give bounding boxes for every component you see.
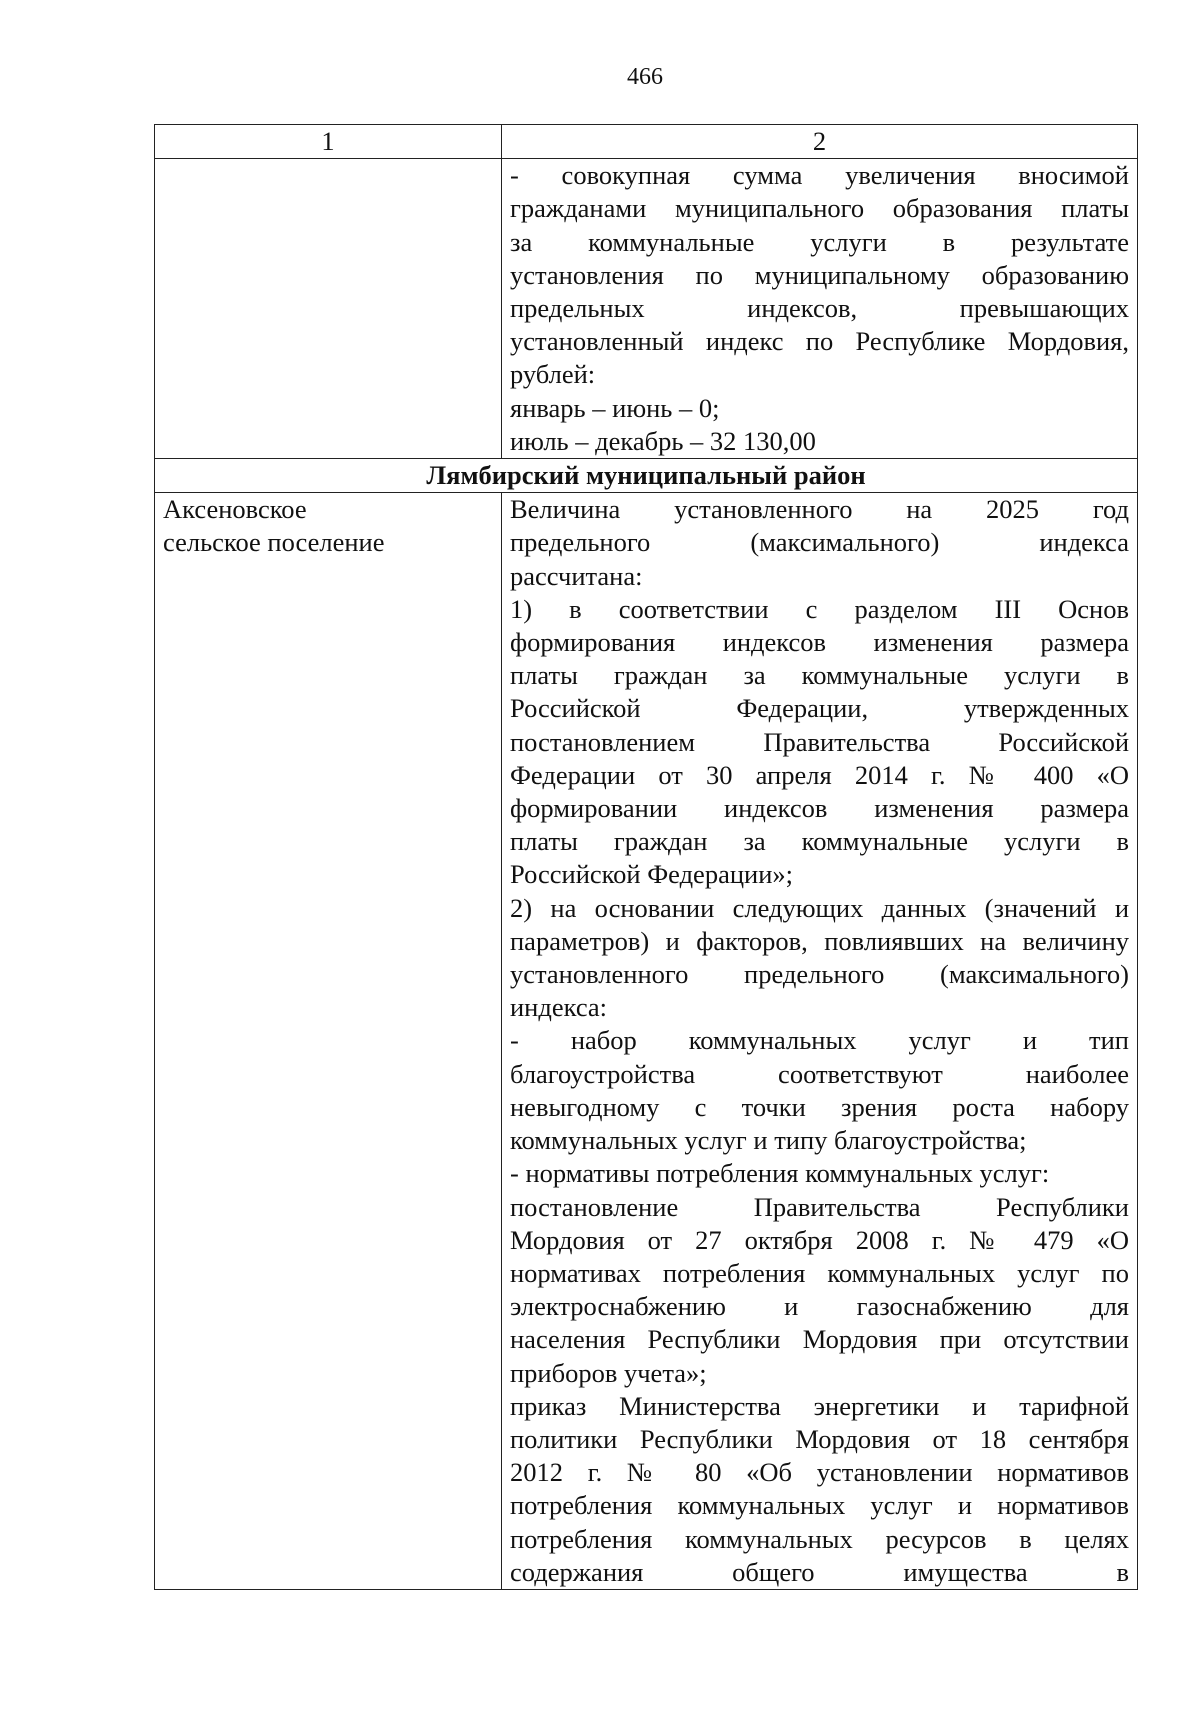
- text-line: невыгодному с точки зрения роста набору: [510, 1091, 1129, 1122]
- text-line: 2012 г. № 80 «Об установлении нормативов: [510, 1457, 1129, 1488]
- text-line: приборов учета»;: [510, 1357, 707, 1388]
- text-line: Российской Федерации»;: [510, 859, 793, 890]
- text-line: Федерации от 30 апреля 2014 г. № 400 «О: [510, 759, 1129, 790]
- text-line: коммунальных услуг и типу благоустройства;: [510, 1125, 1027, 1156]
- text-line: нормативах потребления коммунальных услуг по: [510, 1257, 1129, 1288]
- continuation-settlement-cell: [155, 159, 502, 459]
- text-line: постановлением Правительства Российской: [510, 726, 1129, 757]
- text-line: Российской Федерации, утвержденных: [510, 693, 1129, 724]
- continuation-row: [155, 159, 1138, 459]
- text-line: Аксеновское: [163, 494, 307, 525]
- text-line: рассчитана:: [510, 560, 643, 591]
- text-line: постановление Правительства Республики: [510, 1191, 1129, 1222]
- text-line: сельское поселение: [163, 527, 385, 558]
- text-line: установления по муниципальному образованию: [510, 259, 1129, 290]
- text-line: политики Республики Мордовия от 18 сентября: [510, 1423, 1129, 1454]
- text-line: формирования индексов изменения размера: [510, 627, 1129, 658]
- document-table: [154, 124, 1138, 1590]
- text-line: установленного предельного (максимального): [510, 959, 1129, 990]
- text-line: 1) в соответствии с разделом III Основ: [510, 593, 1129, 624]
- text-line: - совокупная сумма увеличения вносимой: [510, 160, 1129, 191]
- text-line: предельного (максимального) индекса: [510, 527, 1129, 558]
- column-header-2: 2: [502, 125, 1138, 159]
- settlement-row: [155, 493, 1138, 1590]
- text-line: потребления коммунальных ресурсов в целях: [510, 1523, 1129, 1554]
- settlement-name-cell: [155, 493, 502, 1590]
- table-header-row: [155, 125, 1138, 159]
- page-number: 466: [627, 64, 663, 90]
- text-line: индекса:: [510, 992, 608, 1023]
- text-line: за коммунальные услуги в результате: [510, 226, 1129, 257]
- text-line: благоустройства соответствуют наиболее: [510, 1058, 1129, 1089]
- text-line: январь – июнь – 0;: [510, 392, 720, 423]
- text-line: - набор коммунальных услуг и тип: [510, 1025, 1129, 1056]
- text-line: Мордовия от 27 октября 2008 г. № 479 «О: [510, 1224, 1129, 1255]
- text-line: Величина установленного на 2025 год: [510, 494, 1129, 525]
- text-line: потребления коммунальных услуг и нормативов: [510, 1490, 1129, 1521]
- text-line: электроснабжению и газоснабжению для: [510, 1291, 1129, 1322]
- region-heading-row: [155, 459, 1138, 493]
- text-line: параметров) и факторов, повлиявших на величину: [510, 925, 1129, 956]
- text-line: формировании индексов изменения размера: [510, 793, 1129, 824]
- region-heading: Лямбирский муниципальный район: [155, 459, 1138, 493]
- text-line: предельных индексов, превышающих: [510, 293, 1129, 324]
- text-line: приказ Министерства энергетики и тарифной: [510, 1390, 1129, 1421]
- settlement-description-cell: [502, 493, 1138, 1590]
- text-line: установленный индекс по Республике Мордовия,: [510, 326, 1129, 357]
- text-line: гражданами муниципального образования платы: [510, 193, 1129, 224]
- column-header-1: 1: [155, 125, 502, 159]
- text-line: населения Республики Мордовия при отсутствии: [510, 1324, 1129, 1355]
- text-line: июль – декабрь – 32 130,00: [510, 425, 816, 456]
- continuation-description-cell: [502, 159, 1138, 459]
- text-line: платы граждан за коммунальные услуги в: [510, 660, 1129, 691]
- text-line: рублей:: [510, 359, 596, 390]
- text-line: 2) на основании следующих данных (значений и: [510, 892, 1129, 923]
- text-line: содержания общего имущества в: [510, 1556, 1129, 1587]
- text-line: платы граждан за коммунальные услуги в: [510, 826, 1129, 857]
- text-line: - нормативы потребления коммунальных услуг:: [510, 1158, 1050, 1189]
